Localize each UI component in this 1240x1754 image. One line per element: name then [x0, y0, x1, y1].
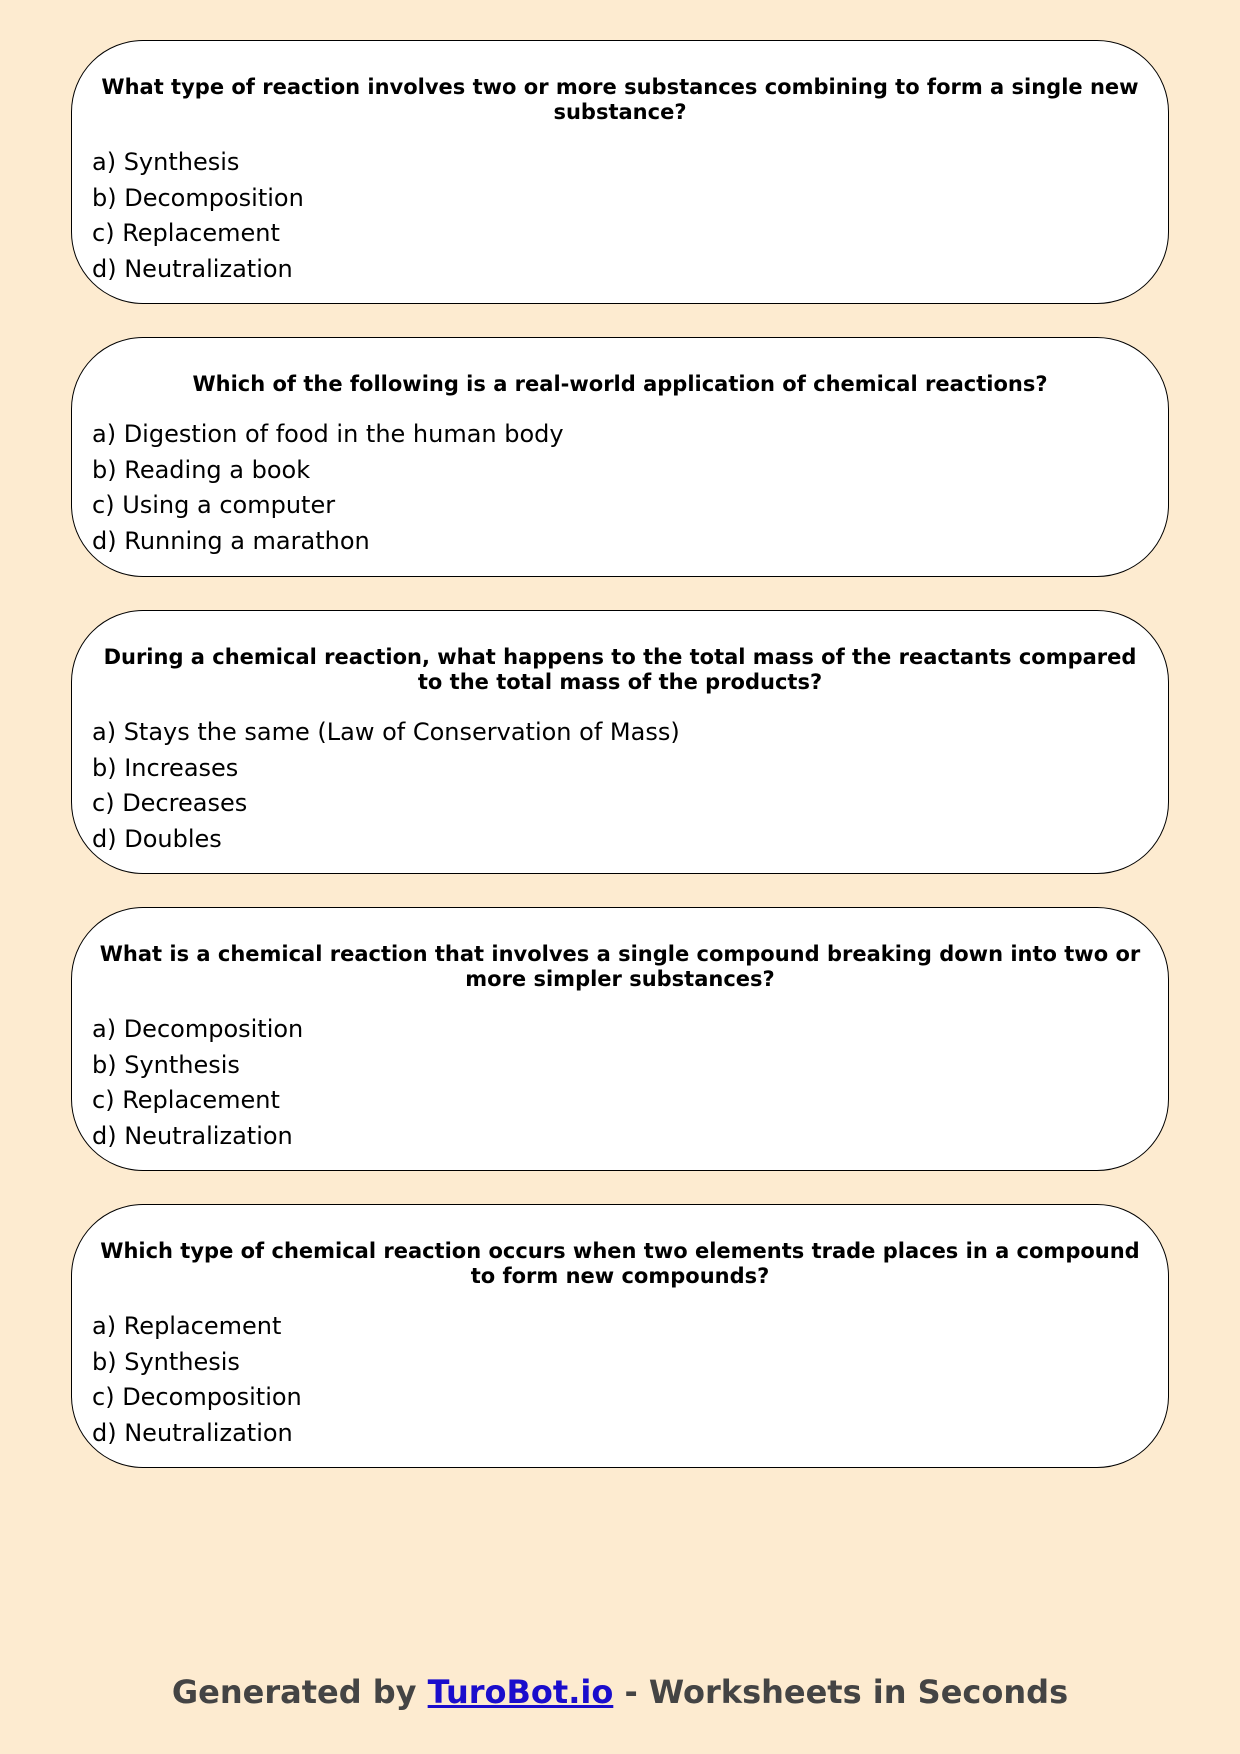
footer-suffix: - Worksheets in Seconds [613, 1673, 1069, 1711]
question-card-5 [71, 1204, 1169, 1468]
answer-option-c: c) Replacement [92, 1086, 280, 1114]
question-text: Which of the following is a real-world application of chemical reactions? [192, 372, 1048, 396]
answer-option-b: b) Synthesis [92, 1347, 240, 1376]
answer-option-c: c) Replacement [92, 219, 280, 247]
answer-option-b: b) Synthesis [92, 1050, 240, 1079]
question-card-2 [71, 337, 1169, 577]
question-list [71, 40, 1169, 1501]
question-text: What type of reaction involves two or more substances combining to form a single new substance? [101, 75, 1139, 124]
footer-credit [0, 1672, 1240, 1712]
answer-option-c: c) Decreases [92, 789, 248, 817]
question-text: During a chemical reaction, what happens to the total mass of the reactants compared to the total mass of the products? [103, 645, 1137, 694]
answer-option-a: a) Replacement [92, 1312, 282, 1340]
answer-option-a: a) Decomposition [92, 1015, 304, 1043]
question-text: Which type of chemical reaction occurs when two elements trade places in a compound to form new compounds? [100, 1239, 1140, 1288]
turobot-link[interactable]: TuroBot.io [427, 1673, 614, 1711]
answer-option-d: d) Running a marathon [92, 526, 370, 555]
question-card-3 [71, 610, 1169, 874]
answer-option-c: c) Decomposition [92, 1383, 302, 1411]
answer-option-a: a) Digestion of food in the human body [92, 420, 564, 448]
answer-options [92, 715, 1148, 857]
answer-options [92, 145, 1148, 287]
answer-option-b: b) Reading a book [92, 455, 311, 484]
question-card-1 [71, 40, 1169, 304]
answer-options [92, 1309, 1148, 1451]
question-card-4 [71, 907, 1169, 1171]
answer-option-a: a) Synthesis [92, 148, 240, 176]
answer-option-b: b) Decomposition [92, 183, 304, 212]
answer-option-a: a) Stays the same (Law of Conservation of Mass) [92, 718, 680, 746]
footer-prefix: Generated by [171, 1673, 428, 1711]
answer-option-d: d) Doubles [92, 824, 222, 853]
answer-options [92, 1012, 1148, 1154]
answer-option-c: c) Using a computer [92, 491, 336, 519]
answer-option-b: b) Increases [92, 753, 239, 782]
answer-options [92, 417, 1148, 559]
answer-option-d: d) Neutralization [92, 254, 293, 283]
question-text: What is a chemical reaction that involves a single compound breaking down into two or more simpler substances? [99, 942, 1141, 991]
answer-option-d: d) Neutralization [92, 1121, 293, 1150]
answer-option-d: d) Neutralization [92, 1418, 293, 1447]
